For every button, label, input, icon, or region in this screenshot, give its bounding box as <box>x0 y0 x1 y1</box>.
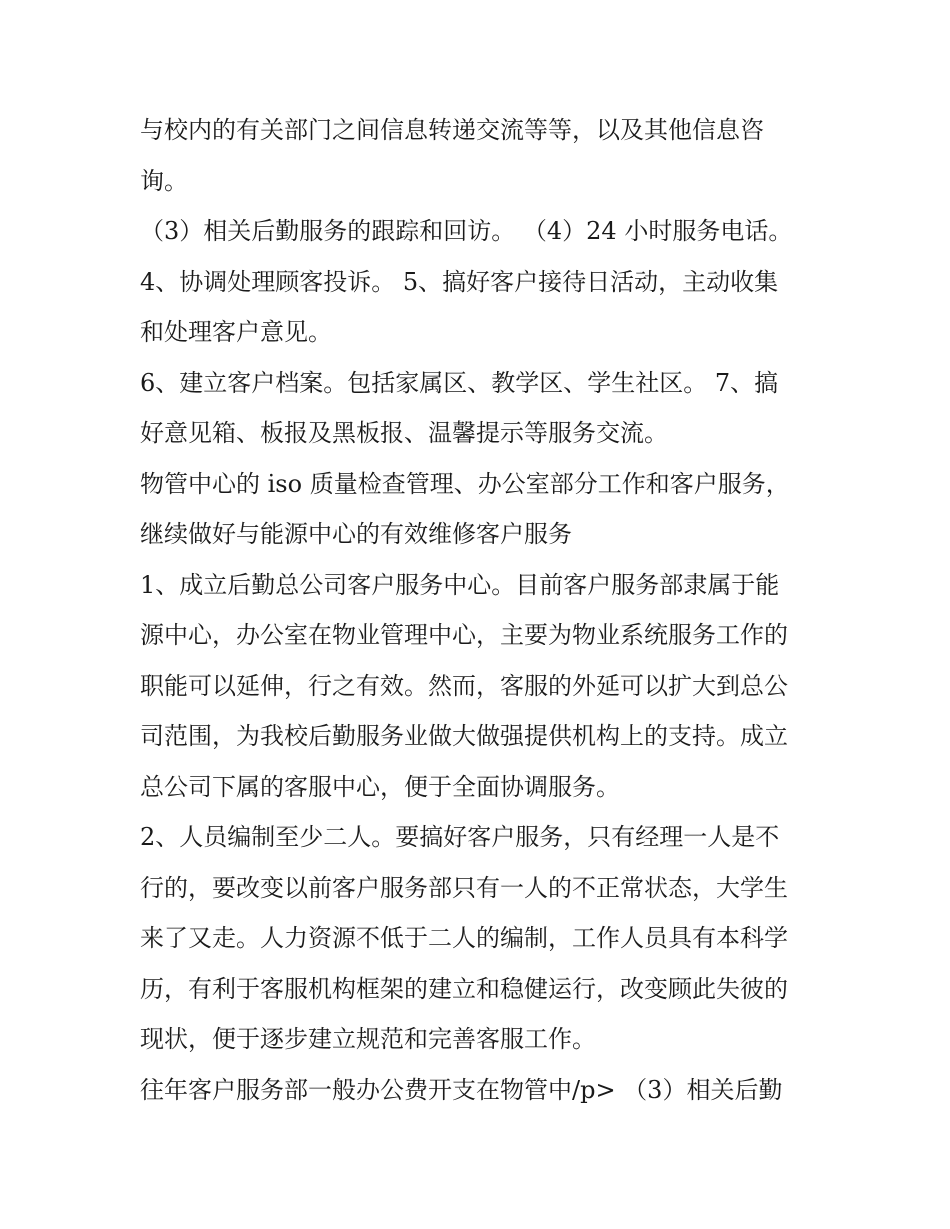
text-line: 历，有利于客服机构框架的建立和稳健运行，改变顾此失彼的 <box>140 974 788 1003</box>
text-line: 6、建立客户档案。包括家属区、教学区、学生社区。 7、搞 <box>140 368 779 397</box>
text-line: 总公司下属的客服中心，便于全面协调服务。 <box>140 772 620 801</box>
text-line: 往年客户服务部一般办公费开支在物管中/p> （3）相关后勤 <box>140 1075 783 1104</box>
text-line: 和处理客户意见。 <box>140 318 332 346</box>
text-line: 源中心，办公室在物业管理中心，主要为物业系统服务工作的 <box>140 621 788 649</box>
text-line: （3）相关后勤服务的跟踪和回访。 （4）24 小时服务电话。 <box>140 217 793 245</box>
text-line: 现状，便于逐步建立规范和完善客服工作。 <box>140 1025 596 1053</box>
text-line: 继续做好与能源中心的有效维修客户服务 <box>140 520 572 548</box>
text-line: 司范围，为我校后勤服务业做大做强提供机构上的支持。成立 <box>140 722 788 750</box>
text-line: 物管中心的 iso 质量检查管理、办公室部分工作和客户服务， <box>140 469 790 498</box>
text-line: 2、人员编制至少二人。要搞好客户服务，只有经理一人是不 <box>140 823 780 851</box>
text-line: 4、协调处理顾客投诉。 5、搞好客户接待日活动，主动收集 <box>140 267 779 296</box>
text-line: 与校内的有关部门之间信息转递交流等等，以及其他信息咨 <box>140 116 764 144</box>
text-line: 1、成立后勤总公司客户服务中心。目前客户服务部隶属于能 <box>140 570 780 599</box>
document-body <box>140 105 820 1115</box>
text-line: 来了又走。人力资源不低于二人的编制，工作人员具有本科学 <box>140 924 788 952</box>
text-line: 职能可以延伸，行之有效。然而，客服的外延可以扩大到总公 <box>140 671 788 700</box>
text-line: 询。 <box>140 166 188 195</box>
text-line: 好意见箱、板报及黑板报、温馨提示等服务交流。 <box>140 419 668 447</box>
text-line: 行的，要改变以前客户服务部只有一人的不正常状态，大学生 <box>140 873 788 902</box>
